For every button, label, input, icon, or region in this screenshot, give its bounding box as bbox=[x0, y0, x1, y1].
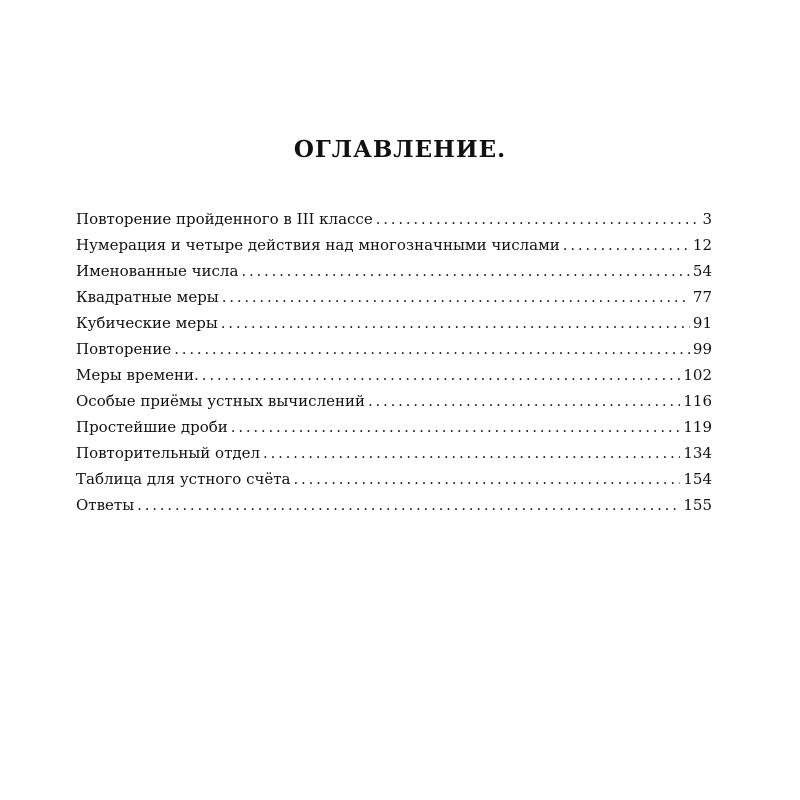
toc-entry-label: Повторение пройденного в III классе bbox=[76, 210, 373, 228]
toc-dot-leader bbox=[137, 492, 680, 518]
toc-entry-label: Особые приёмы устных вычислений bbox=[76, 392, 365, 410]
toc-dot-leader bbox=[231, 414, 681, 440]
toc-entry bbox=[76, 284, 712, 310]
toc-dot-leader bbox=[202, 362, 681, 388]
toc-entry-label: Таблица для устного счёта bbox=[76, 470, 291, 488]
toc-entry-page: 54 bbox=[692, 262, 712, 280]
toc-entry bbox=[76, 258, 712, 284]
toc-entry bbox=[76, 206, 712, 232]
toc-entry-label: Повторение bbox=[76, 340, 172, 358]
toc-entry bbox=[76, 336, 712, 362]
toc-entry bbox=[76, 310, 712, 336]
toc-dot-leader bbox=[222, 284, 690, 310]
toc-dot-leader bbox=[368, 388, 680, 414]
toc-entry-page: 99 bbox=[692, 340, 712, 358]
toc-entry-page: 134 bbox=[683, 444, 712, 462]
toc-entry-label: Простейшие дроби bbox=[76, 418, 228, 436]
toc-entry-page: 102 bbox=[683, 366, 712, 384]
toc-entry-page: 91 bbox=[692, 314, 712, 332]
toc-dot-leader bbox=[241, 258, 689, 284]
toc-entry-page: 119 bbox=[683, 418, 712, 436]
toc-entry-label: Нумерация и четыре действия над многозначными числами bbox=[76, 236, 560, 254]
toc-entry-label: Ответы bbox=[76, 496, 135, 514]
toc-entry bbox=[76, 414, 712, 440]
toc-entry bbox=[76, 362, 712, 388]
toc-entry-page: 116 bbox=[683, 392, 712, 410]
toc-entry bbox=[76, 492, 712, 518]
toc-entry bbox=[76, 388, 712, 414]
toc-entry-page: 12 bbox=[692, 236, 712, 254]
toc-entry-label: Квадратные меры bbox=[76, 288, 219, 306]
toc-entry-label: Именованные числа bbox=[76, 262, 239, 280]
toc-entry bbox=[76, 466, 712, 492]
toc-entry-page: 154 bbox=[683, 470, 712, 488]
toc-dot-leader bbox=[563, 232, 690, 258]
toc-entry-page: 155 bbox=[683, 496, 712, 514]
toc-dot-leader bbox=[376, 206, 700, 232]
toc-entry-page: 77 bbox=[692, 288, 712, 306]
table-of-contents bbox=[76, 206, 712, 518]
toc-entry-label: Повторительный отдел bbox=[76, 444, 261, 462]
toc-entry bbox=[76, 440, 712, 466]
toc-dot-leader bbox=[174, 336, 690, 362]
toc-entry bbox=[76, 232, 712, 258]
toc-entry-label: Меры времени. bbox=[76, 366, 199, 384]
page-title: ОГЛАВЛЕНИЕ. bbox=[293, 136, 507, 163]
toc-entry-page: 3 bbox=[702, 210, 712, 228]
toc-dot-leader bbox=[294, 466, 681, 492]
toc-entry-label: Кубические меры bbox=[76, 314, 218, 332]
toc-dot-leader bbox=[221, 310, 690, 336]
toc-dot-leader bbox=[263, 440, 680, 466]
